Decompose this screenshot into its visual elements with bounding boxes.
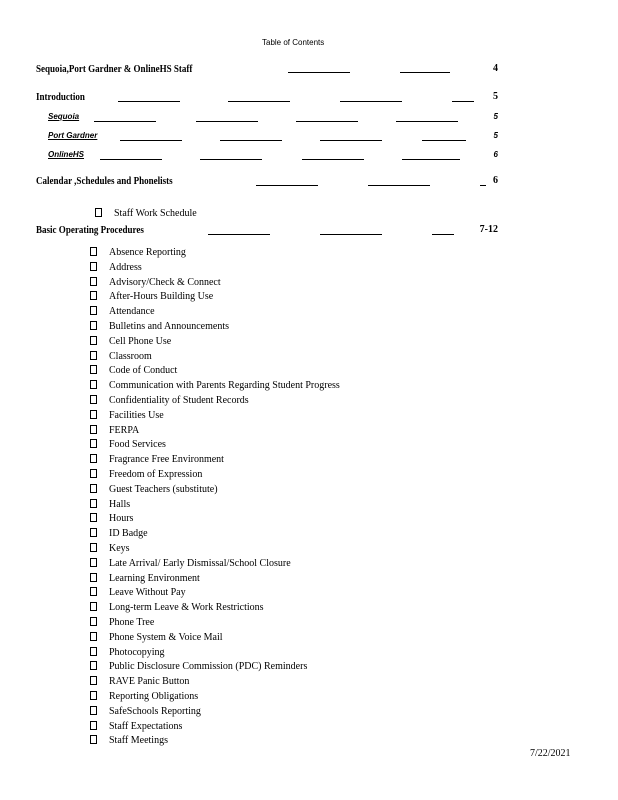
list-item[interactable] — [90, 425, 139, 439]
checkbox-bullet-icon — [90, 395, 97, 404]
list-item[interactable] — [90, 469, 202, 483]
toc-entry-label: Introduction — [36, 91, 85, 103]
list-item[interactable] — [90, 365, 177, 379]
list-item[interactable] — [90, 410, 164, 424]
checkbox-bullet-icon — [90, 558, 97, 567]
leader-line — [320, 140, 382, 141]
list-item-label: Bulletins and Announcements — [109, 321, 229, 332]
toc-entry-label: Calendar ,Schedules and Phonelists — [36, 175, 173, 187]
leader-line — [432, 234, 454, 235]
list-item[interactable] — [90, 558, 291, 572]
list-item[interactable] — [90, 706, 201, 720]
leader-line — [196, 121, 258, 122]
list-item[interactable] — [90, 321, 229, 335]
list-item-label: Fragrance Free Environment — [109, 454, 224, 466]
list-item[interactable] — [90, 513, 133, 527]
checkbox-bullet-icon — [90, 321, 97, 330]
list-item[interactable] — [90, 647, 165, 661]
list-item-label: Facilities Use — [109, 409, 164, 421]
leader-line — [120, 140, 182, 141]
checkbox-bullet-icon — [90, 706, 97, 715]
list-item[interactable] — [90, 617, 154, 631]
list-item-label: Staff Work Schedule — [114, 208, 197, 219]
checkbox-bullet-icon — [90, 336, 97, 345]
checkbox-bullet-icon — [90, 632, 97, 641]
list-item-label: Staff Expectations — [109, 720, 183, 732]
list-item[interactable] — [90, 499, 130, 513]
checkbox-bullet-icon — [90, 735, 97, 744]
checkbox-bullet-icon — [90, 469, 97, 478]
toc-entry-port-gardner[interactable] — [0, 131, 618, 147]
list-item[interactable] — [90, 632, 223, 646]
leader-line — [452, 101, 474, 102]
list-item[interactable] — [90, 197, 197, 219]
list-item[interactable] — [90, 351, 152, 365]
list-item-label: SafeSchools Reporting — [109, 705, 201, 717]
list-item-label: Guest Teachers (substitute) — [109, 483, 218, 495]
checkbox-bullet-icon — [90, 691, 97, 700]
list-item-label: Keys — [109, 543, 130, 554]
list-item-label: Advisory/Check & Connect — [109, 276, 221, 288]
leader-line — [480, 185, 486, 186]
list-item-label: Phone System & Voice Mail — [109, 631, 223, 643]
leader-line — [320, 234, 382, 235]
list-item[interactable] — [90, 661, 307, 675]
leader-line — [200, 159, 262, 160]
list-item[interactable] — [90, 484, 218, 498]
toc-title: Table of Contents — [262, 38, 325, 47]
list-item[interactable] — [90, 247, 186, 261]
list-item[interactable] — [90, 454, 224, 468]
list-item[interactable] — [90, 587, 186, 601]
checkbox-bullet-icon — [90, 454, 97, 463]
checkbox-bullet-icon — [90, 365, 97, 374]
checkbox-bullet-icon — [90, 513, 97, 522]
checkbox-bullet-icon — [90, 262, 97, 271]
list-item[interactable] — [90, 395, 249, 409]
list-item-label: Public Disclosure Commission (PDC) Reminders — [109, 661, 308, 673]
list-item-label: Absence Reporting — [109, 247, 186, 258]
leader-line — [368, 185, 430, 186]
checkbox-bullet-icon — [90, 380, 97, 389]
checkbox-bullet-icon — [90, 439, 97, 448]
leader-line — [296, 121, 358, 122]
list-item-label: Code of Conduct — [109, 365, 178, 377]
leader-line — [402, 159, 460, 160]
checkbox-bullet-icon — [90, 573, 97, 582]
list-item-label: Leave Without Pay — [109, 587, 186, 599]
leader-line — [396, 121, 458, 122]
checkbox-bullet-icon — [90, 247, 97, 256]
footer-date: 7/22/2021 — [530, 748, 571, 759]
list-item[interactable] — [90, 291, 213, 305]
list-item[interactable] — [90, 336, 171, 350]
toc-entry-introduction[interactable] — [0, 91, 618, 107]
list-item-label: Hours — [109, 513, 134, 525]
list-item[interactable] — [90, 528, 148, 542]
list-item-label: Late Arrival/ Early Dismissal/School Closure — [109, 557, 291, 569]
leader-line — [228, 101, 290, 102]
toc-entry-label: Basic Operating Procedures — [36, 224, 144, 236]
list-item-label: After-Hours Building Use — [109, 291, 214, 303]
checkbox-bullet-icon — [90, 351, 97, 360]
list-item[interactable] — [90, 676, 189, 690]
list-item[interactable] — [90, 380, 340, 394]
toc-page-number: 5 — [493, 131, 498, 140]
toc-entry-calendar[interactable] — [0, 175, 618, 191]
checkbox-bullet-icon — [90, 587, 97, 596]
leader-line — [94, 121, 156, 122]
toc-entry-label: Port Gardner — [48, 131, 98, 140]
checkbox-bullet-icon — [90, 484, 97, 493]
list-item-label: ID Badge — [109, 528, 148, 540]
list-item-label: Address — [109, 261, 142, 273]
checkbox-bullet-icon — [90, 499, 97, 508]
list-item-label: Food Services — [109, 439, 166, 451]
leader-line — [422, 140, 466, 141]
toc-page-number: 6 — [493, 175, 498, 186]
checkbox-bullet-icon — [90, 661, 97, 670]
leader-line — [208, 234, 270, 235]
checkbox-bullet-icon — [95, 208, 102, 217]
toc-entry-label: Sequoia — [48, 112, 80, 121]
list-item[interactable] — [90, 691, 198, 705]
toc-entry-onlinehs[interactable] — [0, 150, 618, 166]
leader-line — [220, 140, 282, 141]
toc-page-number: 5 — [493, 91, 498, 102]
list-item[interactable] — [90, 262, 142, 276]
toc-page-number: 4 — [493, 63, 498, 74]
list-item-label: Reporting Obligations — [109, 691, 199, 702]
list-item[interactable] — [90, 602, 264, 616]
toc-page-number: 6 — [493, 150, 498, 159]
list-item[interactable] — [90, 543, 130, 557]
toc-entry-label: OnlineHS — [48, 150, 85, 159]
list-item-label: Long-term Leave & Work Restrictions — [109, 602, 264, 614]
list-item[interactable] — [90, 721, 182, 735]
list-item-label: Confidentiality of Student Records — [109, 395, 249, 406]
list-item-label: Classroom — [109, 350, 152, 362]
leader-line — [302, 159, 364, 160]
leader-line — [100, 159, 162, 160]
list-item-label: Cell Phone Use — [109, 335, 172, 347]
list-item-label: Freedom of Expression — [109, 469, 203, 480]
list-item-label: Photocopying — [109, 646, 165, 658]
checkbox-bullet-icon — [90, 528, 97, 537]
list-item-label: Phone Tree — [109, 617, 155, 628]
list-item-label: Communication with Parents Regarding Student Progress — [109, 380, 340, 392]
list-item[interactable] — [90, 735, 168, 749]
checkbox-bullet-icon — [90, 602, 97, 611]
toc-page-number: 7-12 — [479, 224, 498, 235]
list-item-label: Learning Environment — [109, 572, 200, 584]
list-item-label: Staff Meetings — [109, 735, 168, 747]
list-item-label: FERPA — [109, 424, 140, 436]
leader-line — [400, 72, 450, 73]
list-item[interactable] — [90, 306, 155, 320]
list-item-label: RAVE Panic Button — [109, 676, 190, 688]
leader-line — [340, 101, 402, 102]
checkbox-bullet-icon — [90, 425, 97, 434]
checkbox-bullet-icon — [90, 676, 97, 685]
checkbox-bullet-icon — [90, 291, 97, 300]
checkbox-bullet-icon — [90, 617, 97, 626]
list-item-label: Halls — [109, 498, 131, 510]
list-item-label: Attendance — [109, 306, 155, 318]
list-item[interactable] — [90, 573, 200, 587]
list-item[interactable] — [90, 439, 166, 453]
checkbox-bullet-icon — [90, 721, 97, 730]
leader-line — [256, 185, 318, 186]
checkbox-bullet-icon — [90, 277, 97, 286]
toc-entry-staff[interactable] — [0, 63, 618, 79]
list-item[interactable] — [90, 277, 221, 291]
checkbox-bullet-icon — [90, 306, 97, 315]
leader-line — [118, 101, 180, 102]
toc-page-number: 5 — [493, 112, 498, 121]
checkbox-bullet-icon — [90, 543, 97, 552]
toc-entry-sequoia[interactable] — [0, 112, 618, 128]
checkbox-bullet-icon — [90, 647, 97, 656]
toc-entry-label: Sequoia,Port Gardner & OnlineHS Staff — [36, 63, 193, 75]
leader-line — [288, 72, 350, 73]
checkbox-bullet-icon — [90, 410, 97, 419]
toc-entry-basic-operating-procedures[interactable] — [0, 224, 618, 240]
